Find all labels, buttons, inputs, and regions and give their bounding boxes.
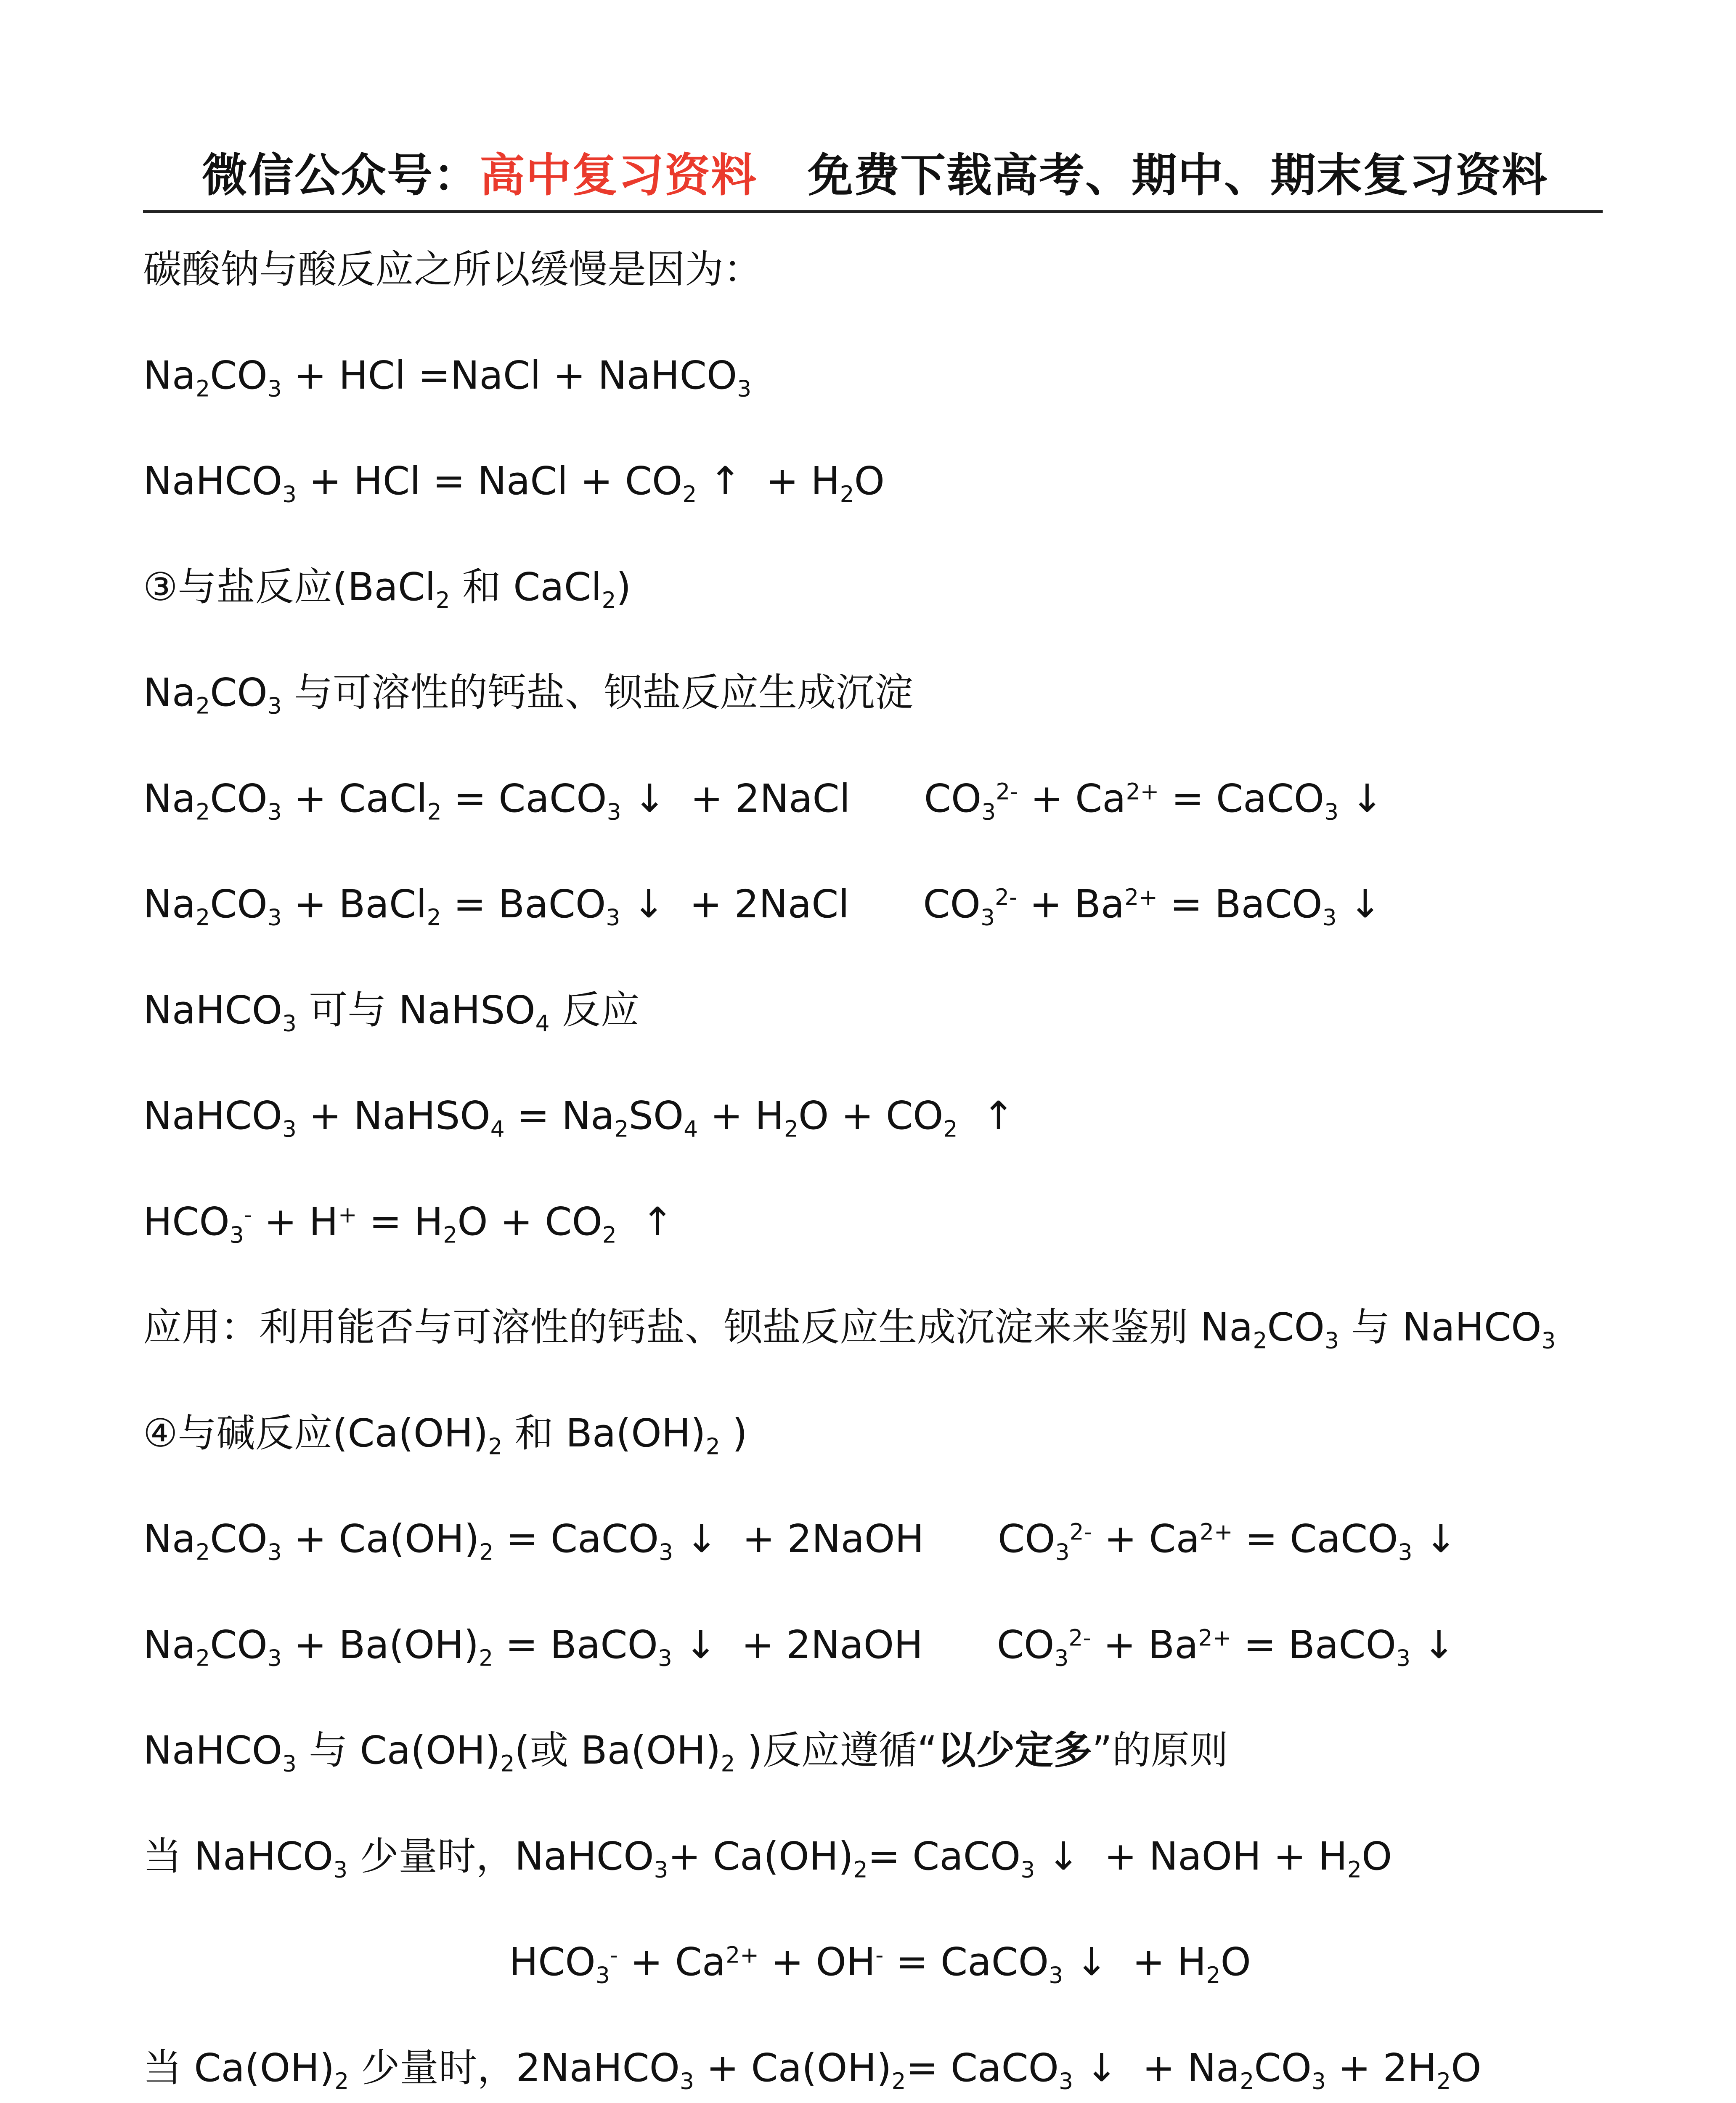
text-line: $Na_2CO_3$ 与可溶性的钙盐、钡盐反应生成沉淀 [143,670,914,719]
text-line: 碳酸钠与酸反应之所以缓慢是因为： [143,247,763,292]
text-line: $Na_2CO_3 + Ca(OH)_2$ = CaCO$_3$ ↓ + 2NaOH $CO_3^{2-} + Ca^{2+}$ = CaCO$_3$ ↓ [143,1516,1457,1565]
text-line: ④与碱反应($Ca(OH)_2$ 和 $Ba(OH)_2$ ) [143,1411,747,1460]
text-line: $Na_2CO_3$ + BaCl$_2$ = BaCO$_3$ ↓ + 2NaCl $CO_3^{2-} + Ba^{2+}$ = BaCO$_3$ ↓ [143,882,1381,931]
text-line: NaHCO$_3$ 与 $Ca(OH)_2$(或 $Ba(OH)_2$ )反应遵循“以少定多”的原则 [143,1728,1228,1777]
header-account-name: 高中复习资料 [480,149,758,202]
text-line: $Na_2CO_3$ + HCl =NaCl + NaHCO$_3$ [143,353,752,402]
text-line: $HCO_3^- + Ca^{2+} + OH^-$ = CaCO$_3$ ↓ + $H_2O$ [509,1939,1251,1989]
text-line: $Na_2CO_3$ + CaCl$_2$ = CaCO$_3$ ↓ + 2NaCl $CO_3^{2-} + Ca^{2+}$ = CaCO$_3$ ↓ [143,776,1383,825]
page-header [0,139,1736,206]
text-line: 当 NaHCO$_3$ 少量时，NaHCO$_3$+ $Ca(OH)_2=$ CaCO$_3$ ↓ + NaOH + $H_2O$ [143,1834,1392,1883]
text-line: ③与盐反应(BaCl$_2$ 和 CaCl$_2$) [143,564,631,614]
text-line: 应用：利用能否与可溶性的钙盐、钡盐反应生成沉淀来来鉴别 $Na_2CO_3$ 与 NaHCO$_3$ [143,1305,1556,1354]
text-line: NaHCO$_3$ + NaHSO$_4$ = $Na_2SO_4 + H_2O + CO_2$ ↑ [143,1093,1015,1142]
header-divider [143,210,1603,213]
header-prefix: 微信公众号： [202,149,480,202]
text-line: $Na_2CO_3 + Ba(OH)_2$ = BaCO$_3$ ↓ + 2NaOH $CO_3^{2-} + Ba^{2+}$ = BaCO$_3$ ↓ [143,1622,1455,1671]
text-line: NaHCO$_3$ 可与 NaHSO$_4$ 反应 [143,988,639,1037]
text-line: $HCO_3^- + H^+ = H_2O + CO_2$ ↑ [143,1199,674,1248]
header-title [202,139,757,204]
text-line: NaHCO$_3$ + HCl = NaCl + $CO_2$ ↑ + $H_2O$ [143,458,885,508]
header-slogan: 免费下载高考、期中、期末复习资料 [808,149,1548,202]
text-line: 当 $Ca(OH)_2$ 少量时，2NaHCO$_3$ + $Ca(OH)_2=$ CaCO$_3$ ↓ + $Na_2CO_3 + 2H_2O$ [143,2045,1482,2095]
